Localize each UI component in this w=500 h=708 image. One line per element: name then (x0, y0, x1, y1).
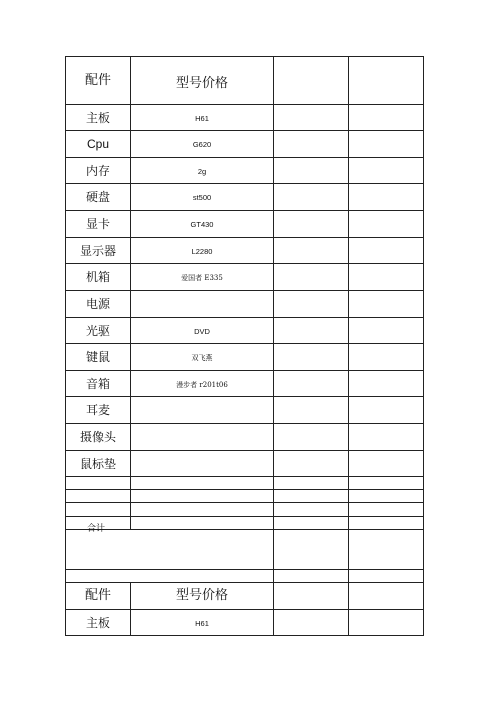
part-label: 硬盘 (85, 190, 110, 204)
total-row (66, 530, 424, 570)
model-value: DVD (194, 326, 210, 336)
table-row (66, 264, 424, 291)
total-label: 合计 (87, 523, 106, 534)
part-label: 机箱 (85, 270, 110, 284)
header-cell-empty (274, 57, 349, 105)
header-cell-empty (349, 57, 424, 105)
header-part-label: 配件 (84, 588, 111, 603)
table-row (66, 158, 424, 184)
model-value: 2g (197, 166, 207, 176)
table-row (66, 318, 424, 344)
part-label: 耳麦 (85, 403, 110, 417)
header-part-label: 配件 (84, 72, 111, 88)
table-row (66, 291, 424, 318)
table-row (66, 344, 424, 371)
table-row (66, 397, 424, 424)
model-value: L2280 (191, 246, 213, 256)
table-header-row (66, 57, 424, 105)
total-cell (66, 523, 274, 570)
blank-row (66, 477, 424, 490)
part-label: 显示器 (79, 243, 116, 258)
part-label: Cpu (86, 137, 109, 151)
model-value: GT430 (190, 220, 214, 229)
part-label: 内存 (85, 163, 110, 178)
blank-row (66, 490, 424, 503)
blank-row (66, 570, 424, 583)
model-value: G620 (192, 140, 212, 149)
parts-price-table (65, 56, 424, 636)
part-label: 电源 (85, 297, 110, 311)
table-row (66, 131, 424, 158)
table-row (66, 105, 424, 131)
part-label: 音箱 (85, 376, 110, 391)
model-value: 爱国者 E335 (181, 274, 223, 282)
table-row (66, 371, 424, 397)
part-label: 键鼠 (85, 350, 110, 364)
table-row (66, 451, 424, 477)
table-row (66, 610, 424, 636)
table-header-row (66, 583, 424, 610)
header-model-label: 型号价格 (175, 588, 228, 603)
part-label: 鼠标垫 (79, 456, 116, 471)
table-row (66, 211, 424, 238)
model-value: st500 (192, 193, 212, 202)
part-label: 显卡 (85, 217, 110, 231)
model-value: H61 (195, 618, 209, 628)
model-value: 双飞燕 (191, 354, 213, 362)
header-model-label: 型号价格 (175, 75, 228, 91)
part-label: 主板 (85, 615, 110, 630)
table-row (66, 424, 424, 451)
model-value: H61 (195, 113, 209, 123)
header-cell-model (131, 57, 274, 105)
header-cell-part (66, 57, 131, 105)
part-label: 摄像头 (79, 430, 116, 444)
part-label: 主板 (85, 110, 110, 125)
part-label: 光驱 (85, 323, 110, 338)
table-row (66, 238, 424, 264)
blank-row (66, 503, 424, 517)
model-value: 漫步者 r201t06 (176, 380, 228, 389)
table-row (66, 184, 424, 211)
